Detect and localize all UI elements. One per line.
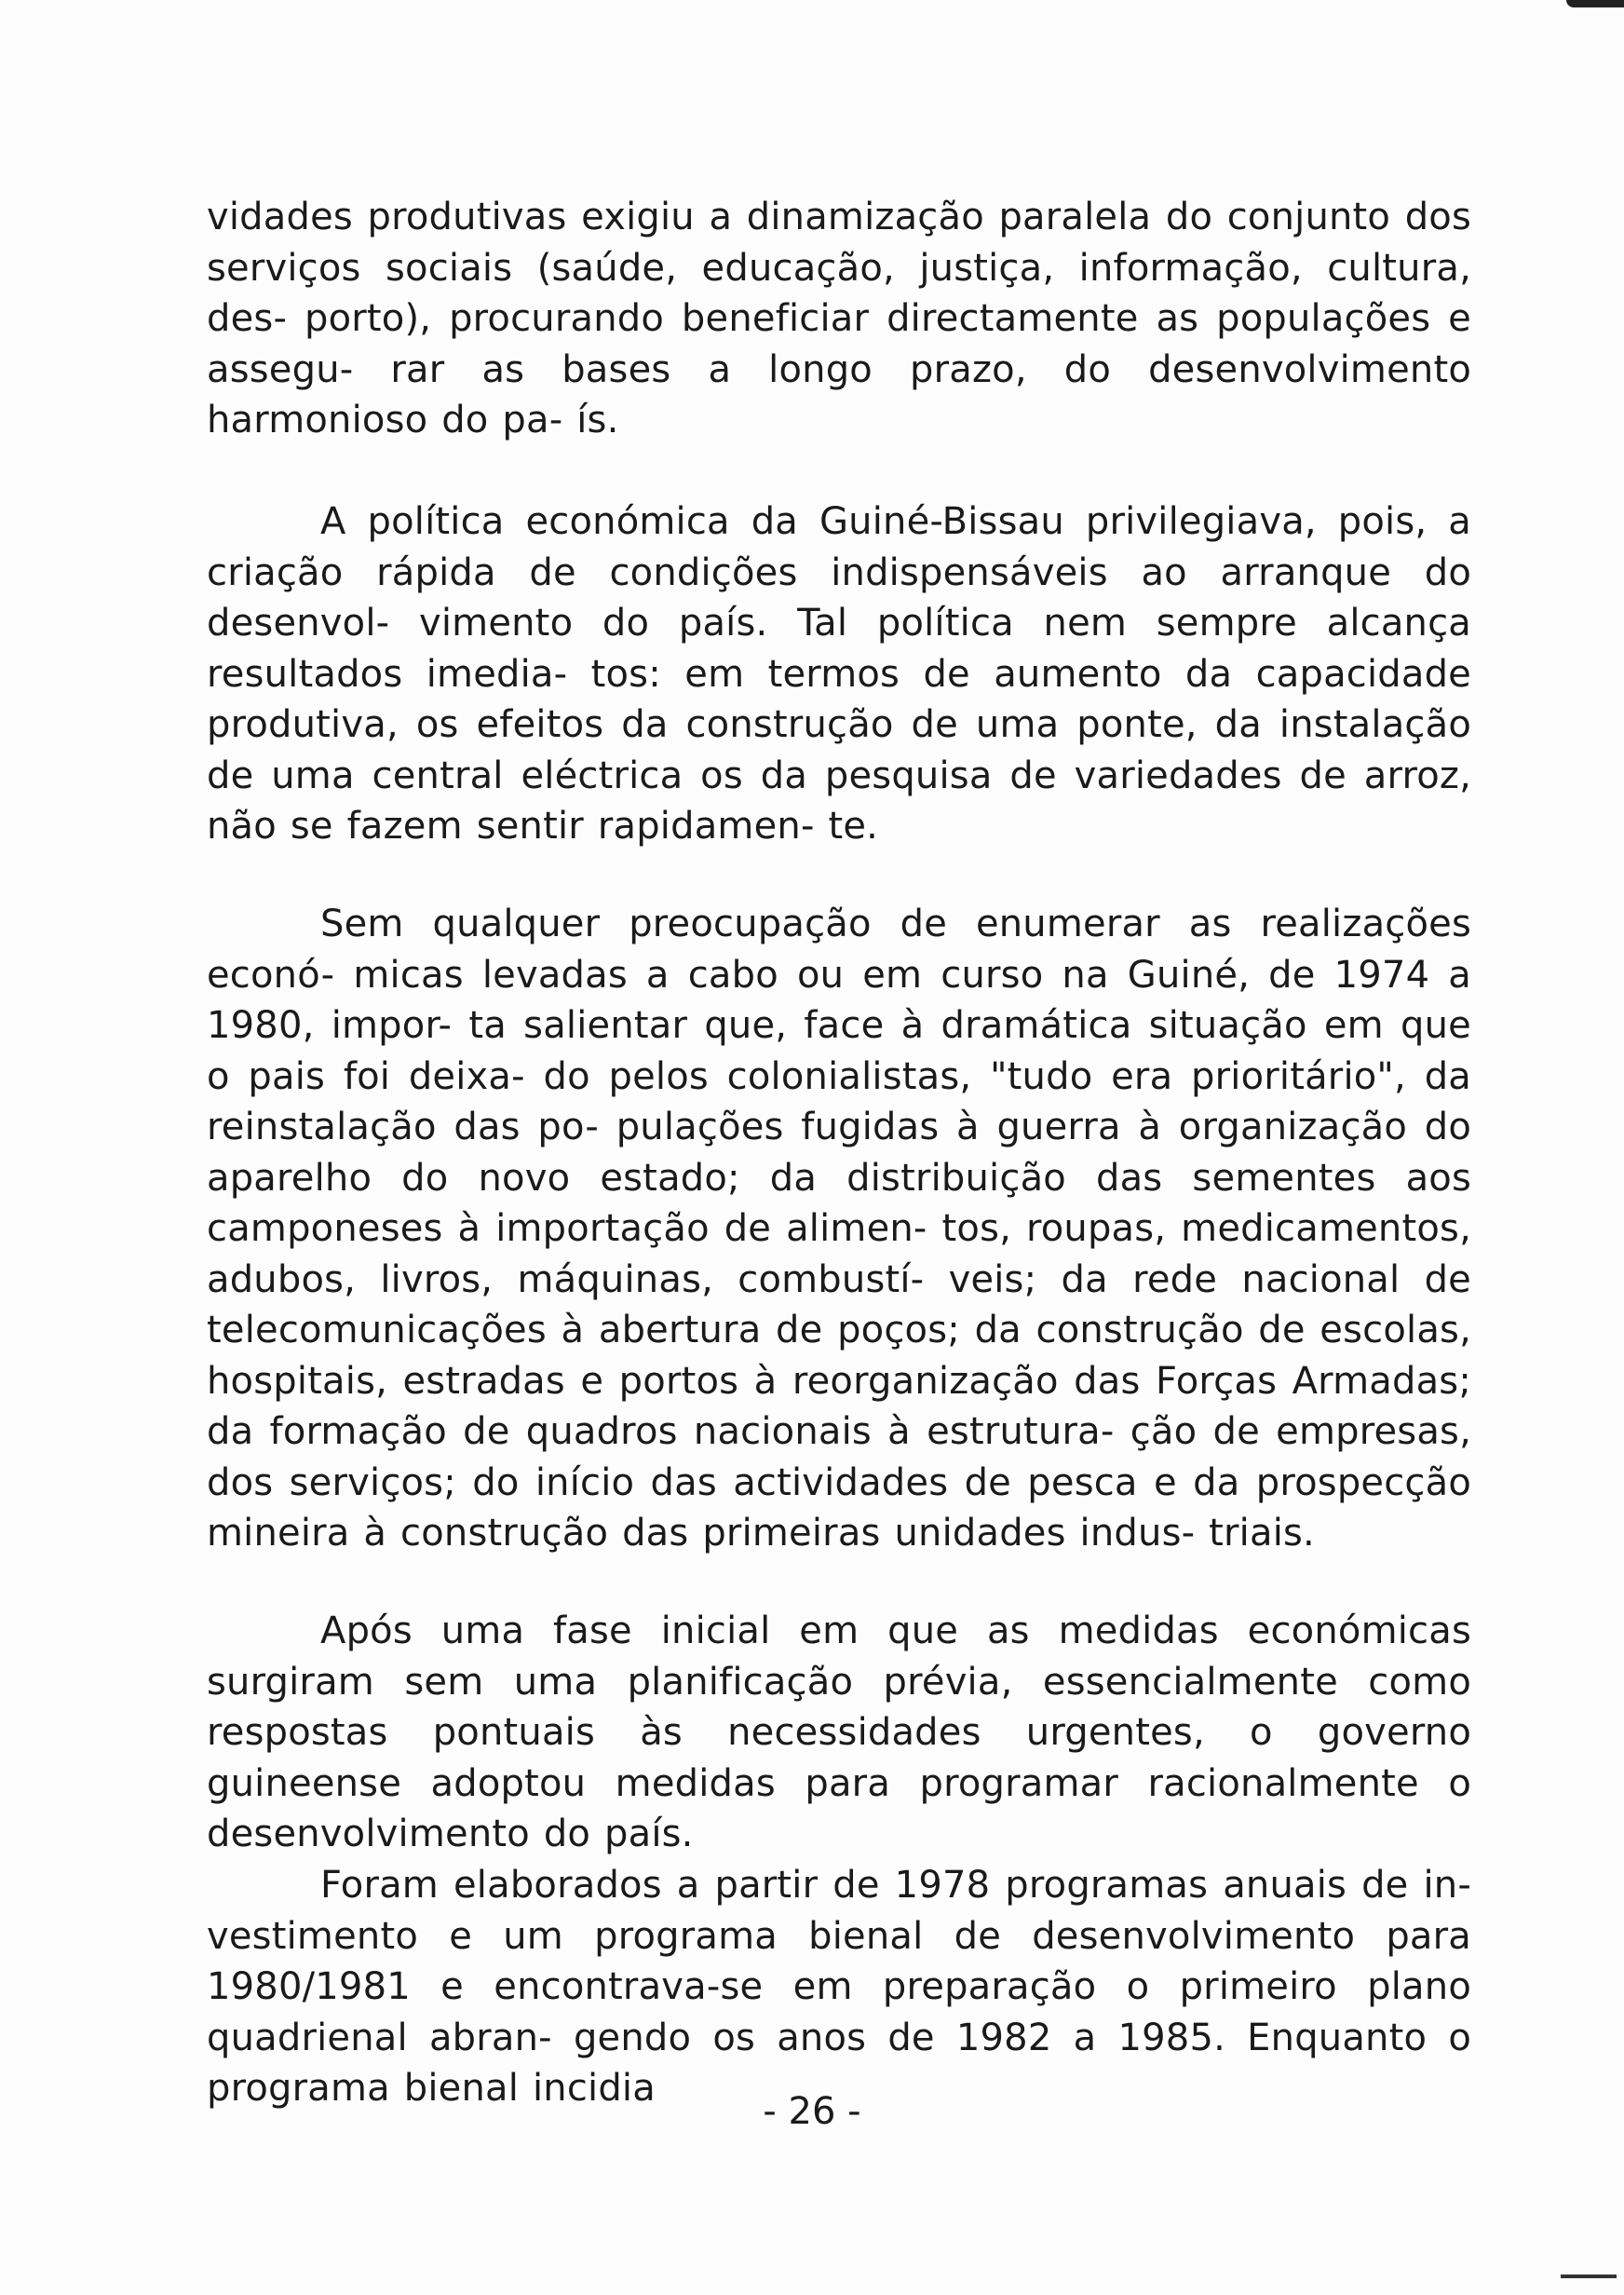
paragraph-5	[207, 1860, 1471, 2114]
scan-edge-mark-bottom	[1561, 2275, 1617, 2278]
paragraph-1	[207, 192, 1471, 446]
paragraph-text: A política económica da Guiné-Bissau privilegiava, pois, a criação rápida de condições indispensáveis ao arranque do desenvol- vimento do país. Tal política nem sempre alcança resultados imedia- tos: em termos de aumento da capacidade produtiva, os efeitos da construção de uma ponte, da instalação de uma central eléctrica os da pesquisa de variedades de arroz, não se fazem sentir rapidamen- te.	[207, 500, 1471, 848]
page-number: - 26 -	[763, 2090, 861, 2133]
paragraph-text: Após uma fase inicial em que as medidas económicas surgiram sem uma planificação prévia, essencialmente como respostas pontuais às necessidades urgentes, o governo guineense adoptou medidas para programar racionalmente o desenvolvimento do país.	[207, 1609, 1471, 1855]
paragraph-4	[207, 1606, 1471, 1860]
paragraph-text: Sem qualquer preocupação de enumerar as realizações econó- micas levadas a cabo ou em curso na Guiné, de 1974 a 1980, impor- ta salientar que, face à dramática situação em que o pais foi deixa- do pelos colonialistas, "tudo era prioritário", da reinstalação das po- pulações fugidas à guerra à organização do aparelho do novo estado; da distribuição das sementes aos camponeses à importação de alimen- tos, roupas, medicamentos, adubos, livros, máquinas, combustí- veis; da rede nacional de telecomunicações à abertura de poços; da construção de escolas, hospitais, estradas e portos à reorganização das Forças Armadas; da formação de quadros nacionais à estrutura- ção de empresas, dos serviços; do início das actividades de pesca e da prospecção mineira à construção das primeiras unidades indus- triais.	[207, 903, 1471, 1555]
scan-edge-mark	[1566, 0, 1624, 7]
paragraph-text: Foram elaborados a partir de 1978 programas anuais de in- vestimento e um programa bienal de desenvolvimento para 1980/1981 e encontrava-se em preparação o primeiro plano quadrienal abran- gendo os anos de 1982 a 1985. Enquanto o programa bienal incidia	[207, 1864, 1471, 2110]
paragraph-text: vidades produtivas exigiu a dinamização paralela do conjunto dos serviços sociais (saúde, educação, justiça, informação, cultura, des- porto), procurando beneficiar directamente as populações e assegu- rar as bases a longo prazo, do desenvolvimento harmonioso do pa- ís.	[207, 196, 1471, 441]
paragraph-2	[207, 496, 1471, 852]
paragraph-3	[207, 899, 1471, 1559]
